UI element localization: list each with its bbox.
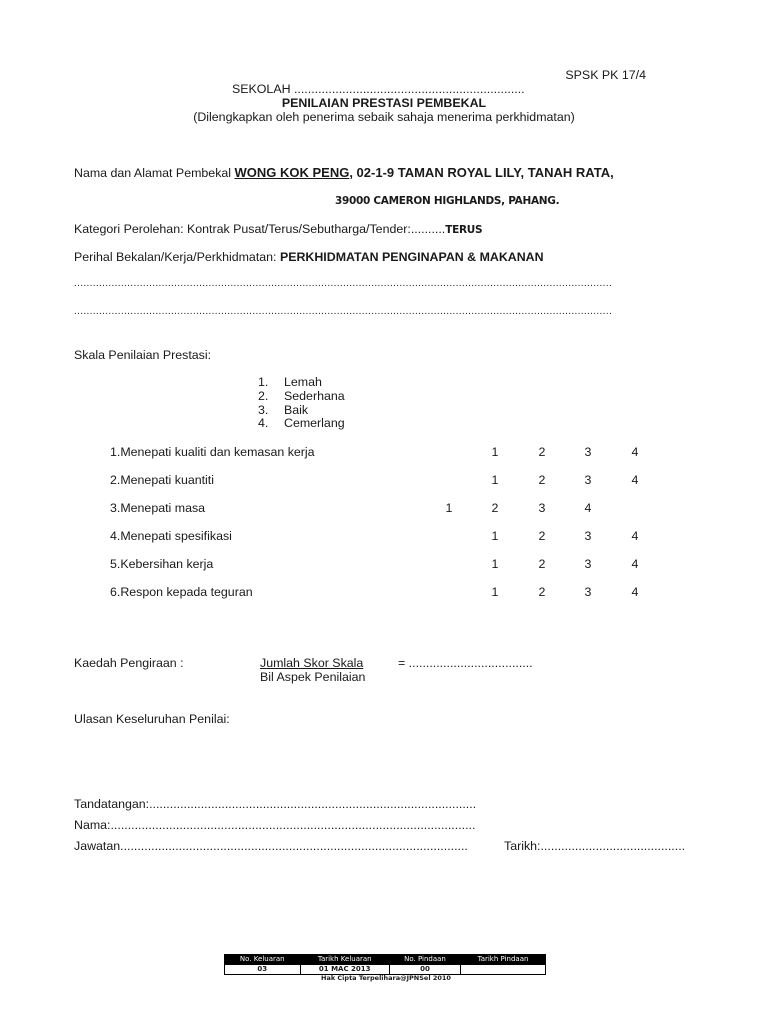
category-label: Kategori Perolehan: Kontrak Pusat/Terus/Sebutharga/Tender:.......... bbox=[74, 222, 446, 236]
review-label: Ulasan Keseluruhan Penilai: bbox=[74, 712, 230, 726]
school-line: SEKOLAH ................................................................... bbox=[232, 82, 525, 96]
score-option[interactable]: 3 bbox=[538, 501, 546, 515]
revision-value-cell: 01 MAC 2013 bbox=[300, 965, 389, 975]
score-option[interactable]: 4 bbox=[631, 585, 639, 599]
supplier-address-1: , 02-1-9 TAMAN ROYAL LILY, TANAH RATA, bbox=[349, 165, 614, 180]
revision-header-cell: No. Keluaran bbox=[225, 955, 301, 965]
scale-list bbox=[258, 376, 345, 431]
revision-value-cell bbox=[461, 965, 546, 975]
supplier-address-2: 39000 CAMERON HIGHLANDS, PAHANG. bbox=[335, 195, 560, 207]
subject-dotline-2: ............................................................................................................................................................................ bbox=[74, 306, 613, 317]
calculation-label: Kaedah Pengiraan : bbox=[74, 656, 184, 670]
supplier-name: WONG KOK PENG bbox=[234, 165, 350, 180]
score-option[interactable]: 2 bbox=[538, 585, 546, 599]
score-option[interactable]: 1 bbox=[445, 501, 453, 515]
score-option[interactable]: 2 bbox=[491, 501, 499, 515]
calculation-numerator: Jumlah Skor Skala bbox=[260, 656, 364, 670]
score-option[interactable]: 2 bbox=[538, 557, 546, 571]
criteria-label: 3.Menepati masa bbox=[110, 501, 206, 515]
score-option[interactable]: 4 bbox=[631, 445, 639, 459]
score-option[interactable]: 3 bbox=[584, 445, 592, 459]
revision-header-row bbox=[225, 955, 546, 965]
category-field bbox=[74, 222, 482, 236]
form-code: SPSK PK 17/4 bbox=[565, 68, 646, 82]
category-value: TERUS bbox=[445, 224, 483, 236]
position-line[interactable]: Jawatan..................................................................................................... bbox=[74, 839, 468, 853]
criteria-label: 4.Menepati spesifikasi bbox=[110, 529, 232, 543]
score-option[interactable]: 4 bbox=[631, 473, 639, 487]
score-option[interactable]: 4 bbox=[631, 557, 639, 571]
score-option[interactable]: 1 bbox=[491, 585, 499, 599]
scale-item: 4. Cemerlang bbox=[258, 416, 345, 431]
revision-header-cell: Tarikh Pindaan bbox=[461, 955, 546, 965]
calculation-result[interactable]: = .................................... bbox=[398, 656, 533, 670]
revision-table bbox=[224, 954, 546, 975]
subject-field bbox=[74, 250, 544, 264]
score-option[interactable]: 2 bbox=[538, 445, 546, 459]
revision-header-cell: Tarikh Keluaran bbox=[300, 955, 389, 965]
score-option[interactable]: 1 bbox=[491, 445, 499, 459]
subject-label: Perihal Bekalan/Kerja/Perkhidmatan: bbox=[74, 250, 280, 264]
score-option[interactable]: 1 bbox=[491, 529, 499, 543]
score-option[interactable]: 4 bbox=[584, 501, 592, 515]
score-option[interactable]: 4 bbox=[631, 529, 639, 543]
supplier-field bbox=[74, 165, 614, 180]
scale-item: 1. Lemah bbox=[258, 375, 322, 389]
score-option[interactable]: 1 bbox=[491, 557, 499, 571]
score-option[interactable]: 3 bbox=[584, 473, 592, 487]
revision-header-cell: No. Pindaan bbox=[389, 955, 460, 965]
subject-dotline-1: ............................................................................................................................................................................ bbox=[74, 278, 613, 289]
criteria-label: 6.Respon kepada teguran bbox=[110, 585, 253, 599]
name-line[interactable]: Nama:.......................................................................................................... bbox=[74, 818, 476, 832]
criteria-label: 2.Menepati kuantiti bbox=[110, 473, 215, 487]
scale-label: Skala Penilaian Prestasi: bbox=[74, 348, 212, 362]
score-option[interactable]: 3 bbox=[584, 585, 592, 599]
scale-item: 2. Sederhana bbox=[258, 388, 345, 403]
score-option[interactable]: 2 bbox=[538, 473, 546, 487]
revision-value-cell: 00 bbox=[389, 965, 460, 975]
revision-value-cell: 03 bbox=[225, 965, 301, 975]
form-title: PENILAIAN PRESTASI PEMBEKAL bbox=[281, 96, 487, 110]
score-option[interactable]: 3 bbox=[584, 557, 592, 571]
copyright-notice: Hak Cipta Terpelihara@JPNSel 2010 bbox=[321, 974, 451, 982]
criteria-label: 1.Menepati kualiti dan kemasan kerja bbox=[110, 445, 315, 459]
subject-value: PERKHIDMATAN PENGINAPAN & MAKANAN bbox=[279, 250, 544, 264]
revision-value-row bbox=[225, 965, 546, 975]
signature-line[interactable]: Tandatangan:............................................................................................... bbox=[74, 797, 477, 811]
form-subtitle: (Dilengkapkan oleh penerima sebaik sahaja menerima perkhidmatan) bbox=[193, 110, 575, 124]
scale-item: 3. Baik bbox=[258, 402, 309, 417]
score-option[interactable]: 2 bbox=[538, 529, 546, 543]
supplier-label: Nama dan Alamat Pembekal bbox=[74, 166, 235, 180]
criteria-label: 5.Kebersihan kerja bbox=[110, 557, 214, 571]
score-option[interactable]: 1 bbox=[491, 473, 499, 487]
calculation-denominator: Bil Aspek Penilaian bbox=[260, 670, 366, 684]
date-line[interactable]: Tarikh:.......................................... bbox=[504, 839, 686, 853]
score-option[interactable]: 3 bbox=[584, 529, 592, 543]
